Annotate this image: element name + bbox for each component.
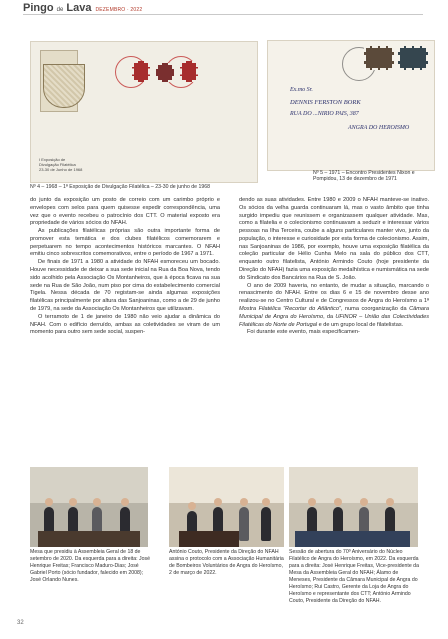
body-column-right xyxy=(239,197,429,337)
body-paragraph: As publicações filatélicas próprias são outra importante forma de promover esta temática e dos clubes filatélicos comemorarem e perpetuarem no tempo acontecimentos históricos marcantes. O NFAH emitiu cinco sobrescritos comemorativos, entre o período de 1967 a 1971. xyxy=(30,228,220,258)
italic-text: Câmara Municipal de Angra do Heroísmo xyxy=(239,305,429,320)
body-paragraph xyxy=(239,329,429,337)
body-paragraph: O terramoto de 1 de janeiro de 1980 não veio ajudar a dinâmica do NFAH. Com o edifício derruído, ambas as coletividades se viram de um momento para outro sem sede social, suspen- xyxy=(30,313,220,336)
address-line: DENNIS FERSTON BORK xyxy=(290,99,361,106)
header-divider xyxy=(23,14,423,15)
postage-stamp xyxy=(132,61,150,82)
body-column-left xyxy=(30,197,220,337)
italic-text: UFINOR – União das Colectividades Filatélicas do Norte de Portugal xyxy=(239,313,429,328)
envelope-1971-caption: Nº 5 – 1971 – Encontro Presidentes Nixon e Pompidou, 13 de dezembro de 1971 xyxy=(313,170,415,183)
text-run: e de um grupo local de filatelistas. xyxy=(317,321,404,328)
text-run: , numa coorganização da xyxy=(340,305,410,312)
body-paragraph xyxy=(239,197,429,283)
text-run: , da xyxy=(323,313,336,320)
photo-general-assembly xyxy=(30,467,148,547)
envelope-1968-image xyxy=(30,41,258,183)
envelope-cover-text: I Exposição de Divulgação Filatélica 23-30 de Junho de 1968 xyxy=(39,157,83,172)
address-line: ANGRA DO HEROISMO xyxy=(348,125,410,131)
postage-stamp xyxy=(156,63,174,82)
envelope-1968-caption: Nº 4 – 1968 – 1ª Exposição de Divulgação Filatélica – 23-30 de junho de 1968 xyxy=(30,184,211,190)
envelope-1971-image xyxy=(267,40,435,171)
issue-label: DEZEMBRO · 2022 xyxy=(95,7,143,13)
page-number: 32 xyxy=(17,620,24,626)
body-paragraph: De finais de 1971 a 1980 a atividade do NFAH esmoreceu um bocado. Houve necessidade de deixar a sua sede inicial na Rua da Boa Nova, tendo sido acolhido pela Associação Os Montanheiros, que à época ficava na sua sede na Rua de São João, num piso por cima do estabelecimento comercial Tigela. Nessa década de 70 registam-se ainda algumas exposições filatélicas principalmente por altura das Sanjoaninas, como a de 29 de junho de 1979, na sede da Associação Os Montanheiros que utilizavam. xyxy=(30,259,220,312)
photo-protocol-signing xyxy=(169,467,284,547)
photo-anniversary-session xyxy=(289,467,418,547)
body-paragraph: do junto da exposição um posto de correio com um carimbo próprio e envelopes com selos para quem quisesse expedir correspondência, uma vez que o evento recebeu o patrocínio dos CTT. O material exposto era propriedade de vários sócios do NFAH. xyxy=(30,197,220,227)
postage-stamp xyxy=(180,61,198,82)
text-run: Foi durante este evento, mais especificamen- xyxy=(247,329,360,336)
coat-of-arms-cachet xyxy=(43,64,85,108)
text-run: O ano de 2009 haveria, no entanto, de mudar a situação, marcando o renascimento do NFAH. Entre os dias 6 e 15 de novembro desse ano realizou-se no Centro Cultural e de Congressos de Angra do Heroísmo a 1ª xyxy=(239,282,429,305)
photo-caption: António Couto, Presidente da Direção do NFAH assina o protocolo com a Associação Humanitária de Bombeiros Voluntários de Angra do Heroísmo, 2 de março de 2022. xyxy=(169,549,284,576)
postage-stamps xyxy=(364,46,428,70)
italic-text: Mostra Filatélica “Recortar do Atlântico” xyxy=(239,305,341,312)
body-paragraph xyxy=(239,283,429,330)
text-run: dendo as suas atividades. Entre 1980 e 2009 o NFAH manteve-se inativo. Os sócios da velha guarda continuaram lá, mas o vasto âmbito que tinha surgido impediu que reunissem e organizassem qualquer atividade. Mas, como a filatelia e o colecionismo continuavam a seduzir e interessar vários pessoas na Ilha Terceira, coube a alguns particulares manter vivo, junto da população, o interesse e curiosidade por esta forma de colecionismo. Assim, nas Sanjoaninas de 1986, por exemplo, houve uma exposição filatélica da coleção particular de Hélio Cunha Melo na sala do público dos CTT, enquanto outro filatelista, António Armindo Couto (hoje presidente da Direção do NFAH) fazia uma exposição medalhística e numismática na sede do Sindicato dos Bancários na Rua de S. João. xyxy=(239,197,429,281)
page-header xyxy=(23,2,142,14)
address-line: RUA DO ...NIRIO PAIS, 387 xyxy=(290,111,359,117)
magazine-title: Pingo de Lava xyxy=(23,2,92,14)
photo-caption: Sessão de abertura do 70º Aniversário do Núcleo Filatélico de Angra do Heroísmo, em 2022. Da esquerda para a direita: José Henrique Freitas, Vice-presidente da Mesa da Assembleia Geral do NFAH; Álamo de Meneses, Presidente da Câmara Municipal de Angra do Heroísmo; Rui Castro, Gerente da Loja de Angra do Heroísmo e representante dos CTT; António Armindo Couto, Presidente da Direção do NFAH. xyxy=(289,549,419,604)
photo-caption: Mesa que presidiu à Assembleia Geral de 18 de setembro de 2020. Da esquerda para a direita: José Henrique Freitas; Francisco Maduro-Dias; José Gabriel Porto (sócio fundador, falecido em 2008); José Orlando Nunes. xyxy=(30,549,150,583)
address-line: Ex.mo Sr. xyxy=(290,87,313,93)
